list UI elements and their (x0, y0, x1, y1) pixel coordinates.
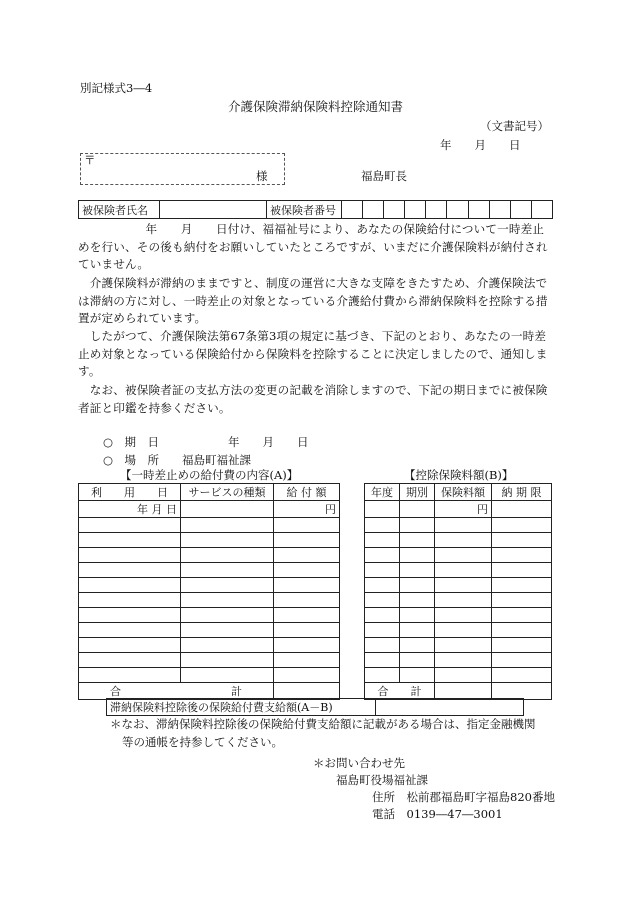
table-b-total-value (435, 683, 492, 700)
due-date-item: ○ 期 日 年 月 日 (103, 435, 309, 449)
insured-number-label: 被保険者番号 (267, 201, 342, 219)
table-row (365, 578, 552, 593)
table-a-caption: 【一時差止めの給付費の内容(A)】 (120, 468, 299, 482)
table-row (365, 623, 552, 638)
table-b-header-period: 期別 (400, 484, 435, 501)
table-row (365, 668, 552, 683)
table-row (79, 638, 340, 653)
table-a-unit-yen: 円 (274, 501, 340, 518)
insured-number-digit (489, 201, 510, 219)
table-row (79, 563, 340, 578)
paragraph-1: 年 月 日付け、福福祉号により、あなたの保険給付について一時差止めを行い、その後も納付をお願いしていたところですが、いまだに介護保険料が納付されていません。 (78, 222, 548, 271)
table-b-header-premium: 保険料額 (435, 484, 492, 501)
address-box (80, 153, 285, 185)
contact-title: ＊お問い合わせ先 (313, 756, 405, 770)
table-row (79, 623, 340, 638)
table-a-unit-date: 年 月 日 (79, 501, 181, 518)
note-line-1: ＊なお、滞納保険料控除後の保険給付費支給額に記載がある場合は、指定金融機関 (110, 717, 536, 731)
withheld-benefits-table (78, 483, 340, 700)
deducted-premium-table (364, 483, 552, 700)
insured-number-digit (531, 201, 552, 219)
table-b-header-year: 年度 (365, 484, 400, 501)
insured-number-digit (363, 201, 384, 219)
contact-phone: 電話 0139―47―3001 (372, 807, 503, 821)
insured-number-digit (510, 201, 531, 219)
insured-number-digit (447, 201, 468, 219)
table-row (365, 518, 552, 533)
balance-value (376, 699, 524, 716)
table-a-header-amount: 給 付 額 (274, 484, 340, 501)
table-b-unit-yen: 円 (435, 501, 492, 518)
table-row (365, 593, 552, 608)
table-b-total-due (492, 683, 552, 700)
recipient-honorific: 様 (256, 169, 268, 183)
table-row (365, 563, 552, 578)
table-row (79, 548, 340, 563)
contact-address: 住所 松前郡福島町字福島820番地 (372, 790, 555, 804)
insured-number-digit (384, 201, 405, 219)
insured-name-value (160, 201, 267, 219)
table-row (365, 638, 552, 653)
insured-info-table (78, 200, 553, 219)
table-row (79, 653, 340, 668)
form-id: 別記様式3―4 (80, 81, 153, 95)
postal-mark: 〒 (84, 153, 96, 167)
contact-department: 福島町役場福祉課 (336, 773, 428, 787)
place-item: ○ 場 所 福島町福祉課 (103, 453, 252, 467)
table-row (79, 593, 340, 608)
table-a-total-label: 合 計 (79, 683, 274, 700)
table-a-total-value (274, 683, 340, 700)
document-title: 介護保険滞納保険料控除通知書 (228, 99, 404, 114)
table-b-header-due: 納 期 限 (492, 484, 552, 501)
document-number: （文書記号） (480, 119, 549, 133)
table-a-cell (181, 501, 274, 518)
sender-name: 福島町長 (361, 169, 407, 183)
insured-number-digit (426, 201, 447, 219)
insured-name-label: 被保険者氏名 (79, 201, 160, 219)
issue-date: 年 月 日 (440, 138, 521, 152)
paragraph-2: 介護保険料が滞納のままですと、制度の運営に大きな支障をきたすため、介護保険法では滞納の方に対し、一時差止の対象となっている介護給付費から滞納保険料を控除する措置が定められています。 (78, 276, 548, 325)
table-a-header-date: 利 用 日 (79, 484, 181, 501)
table-row (365, 533, 552, 548)
table-row (79, 518, 340, 533)
table-row (365, 653, 552, 668)
insured-number-digit (468, 201, 489, 219)
note-line-2: 等の通帳を持参してください。 (122, 735, 283, 749)
insured-number-digit (405, 201, 426, 219)
table-row (79, 578, 340, 593)
table-row (79, 501, 340, 518)
table-a-header-service: サービスの種類 (181, 484, 274, 501)
table-row (79, 668, 340, 683)
balance-table (106, 698, 524, 716)
table-row (365, 608, 552, 623)
table-b-total-label: 合 計 (365, 683, 435, 700)
insured-number-digit (342, 201, 363, 219)
table-row (79, 533, 340, 548)
table-row (79, 608, 340, 623)
table-b-caption: 【控除保険料額(B)】 (404, 468, 514, 482)
table-row (365, 548, 552, 563)
balance-label: 滞納保険料控除後の保険給付費支給額(A－B) (107, 699, 376, 716)
table-row (365, 501, 552, 518)
paragraph-3: したがつて、介護保険法第67条第3項の規定に基づき、下記のとおり、あなたの一時差止め対象となっている保険給付から保険料を控除することに決定しましたので、通知します。 (78, 329, 548, 378)
paragraph-4: なお、被保険者証の支払方法の変更の記載を消除しますので、下記の期日までに被保険者証と印鑑を持参ください。 (78, 383, 548, 415)
